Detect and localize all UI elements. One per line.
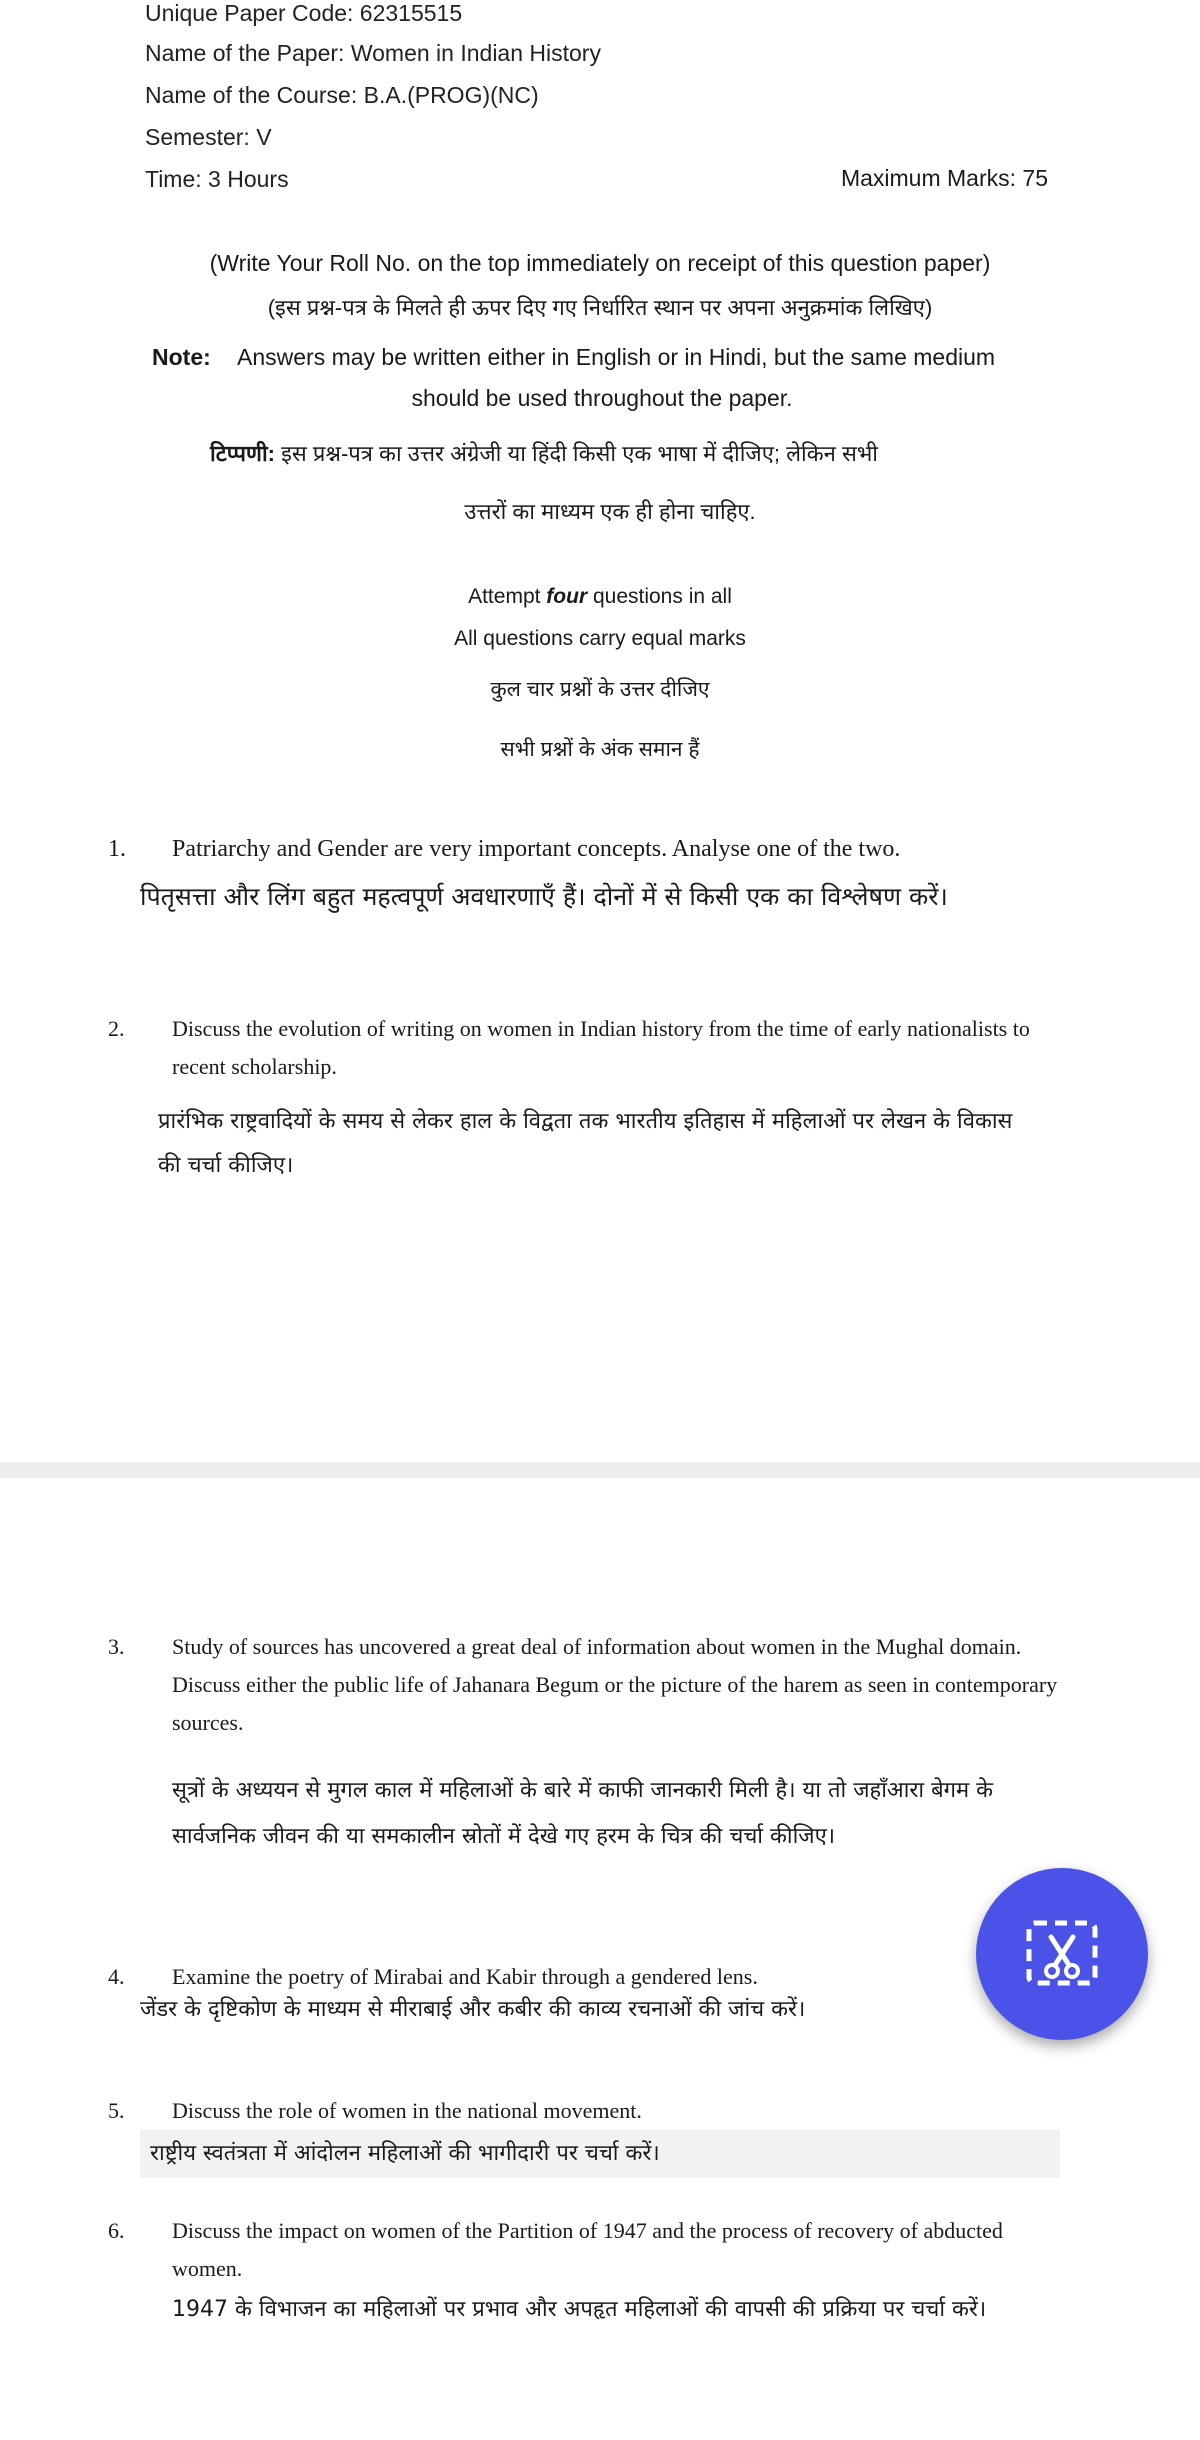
note-line1: Answers may be written either in English or in Hindi, but the same medium: [237, 344, 996, 370]
roll-instruction-en: (Write Your Roll No. on the top immediately on receipt of this question paper): [209, 250, 991, 276]
question-4: [108, 1962, 1020, 2028]
question-6: [108, 2212, 1060, 2332]
equal-marks-en: All questions carry equal marks: [454, 627, 746, 650]
note-en: [152, 337, 1052, 419]
question-2-number: 2.: [108, 1016, 125, 1041]
question-1-number: 1.: [108, 836, 126, 862]
roll-instruction-hi: (इस प्रश्न-पत्र के मिलते ही ऊपर दिए गए निर्धारित स्थान पर अपना अनुक्रमांक लिखिए): [267, 295, 933, 320]
screenshot-crop-button[interactable]: [976, 1868, 1148, 2040]
tip-label: टिप्पणी:: [210, 441, 275, 466]
maximum-marks: Maximum Marks: 75: [840, 165, 1048, 191]
screenshot-crop-icon: [1021, 1913, 1103, 1995]
note-line2: should be used throughout the paper.: [411, 385, 793, 411]
question-2-text: Discuss the evolution of writing on women in Indian history from the time of early nationalists to recent scholarship.: [172, 1016, 1030, 1079]
semester: Semester: V: [145, 124, 272, 150]
question-6-number: 6.: [108, 2218, 125, 2243]
note-hi: [210, 425, 1010, 541]
equal-marks-hi: सभी प्रश्नों के अंक समान हैं: [500, 738, 700, 761]
note-label: Note:: [152, 344, 211, 370]
question-5-hi: राष्ट्रीय स्वतंत्रता में आंदोलन महिलाओं की भागीदारी पर चर्चा करें।: [140, 2130, 1060, 2178]
question-3-text: Study of sources has uncovered a great deal of information about women in the Mughal domain. Discuss either the public life of Jahanara Begum or the picture of the harem as seen in contemporary sources.: [172, 1634, 1058, 1735]
question-2: [108, 1010, 1060, 1188]
question-2-hi: प्रारंभिक राष्ट्रवादियों के समय से लेकर हाल के विद्वता तक भारतीय इतिहास में महिलाओं पर लेखन के विकास की चर्चा कीजिए।: [158, 1109, 1013, 1178]
question-5: [108, 2092, 1060, 2178]
course-name: Name of the Course: B.A.(PROG)(NC): [145, 82, 539, 108]
question-5-number: 5.: [108, 2098, 125, 2123]
question-2-en: [108, 1010, 1060, 1086]
tip-line2: उत्तरों का माध्यम एक ही होना चाहिए.: [464, 499, 756, 524]
question-4-hi: जेंडर के दृष्टिकोण के माध्यम से मीराबाई और कबीर की काव्य रचनाओं की जांच करें।: [140, 1997, 806, 2022]
question-1-hi: पितृसत्ता और लिंग बहुत महत्वपूर्ण अवधारणाएँ हैं। दोनों में से किसी एक का विश्लेषण करें।: [140, 882, 948, 911]
question-3-hi: सूत्रों के अध्ययन से मुगल काल में महिलाओं के बारे में काफी जानकारी मिली है। या तो जहाँआरा बेगम के सार्वजनिक जीवन की या समकालीन स्रोतों में देखे गए हरम के चित्र की चर्चा कीजिए।: [172, 1778, 994, 1849]
question-3-en: [108, 1628, 1060, 1742]
question-1-en: [108, 830, 1060, 868]
question-4-en: [108, 1962, 1020, 1992]
attempt-instruction: [0, 585, 1200, 609]
attempt-count: four: [546, 585, 588, 608]
question-5-en: [108, 2092, 1060, 2130]
tip-line1: इस प्रश्न-पत्र का उत्तर अंग्रेजी या हिंदी किसी एक भाषा में दीजिए; लेकिन सभी: [281, 441, 879, 466]
question-6-hi: 1947 के विभाजन का महिलाओं पर प्रभाव और अपहृत महिलाओं की वापसी की प्रक्रिया पर चर्चा करें।: [172, 2297, 987, 2322]
attempt-pre: Attempt: [468, 585, 547, 608]
paper-code: Unique Paper Code: 62315515: [145, 0, 463, 26]
question-1: [108, 830, 1060, 920]
paper-name: Name of the Paper: Women in Indian History: [145, 40, 601, 66]
question-6-text: Discuss the impact on women of the Partition of 1947 and the process of recovery of abducted women.: [172, 2218, 1003, 2281]
question-4-text: Examine the poetry of Mirabai and Kabir through a gendered lens.: [172, 1964, 758, 1989]
page-separator: [0, 1462, 1200, 1478]
question-3: [108, 1628, 1060, 1860]
question-3-number: 3.: [108, 1634, 125, 1659]
time-allowed: Time: 3 Hours: [145, 166, 289, 192]
question-5-text: Discuss the role of women in the national movement.: [172, 2098, 642, 2123]
question-4-number: 4.: [108, 1964, 125, 1989]
question-6-en: [108, 2212, 1060, 2288]
question-1-text: Patriarchy and Gender are very important concepts. Analyse one of the two.: [172, 836, 901, 862]
attempt-instruction-hi: कुल चार प्रश्नों के उत्तर दीजिए: [490, 678, 710, 701]
attempt-post: questions in all: [587, 585, 732, 608]
